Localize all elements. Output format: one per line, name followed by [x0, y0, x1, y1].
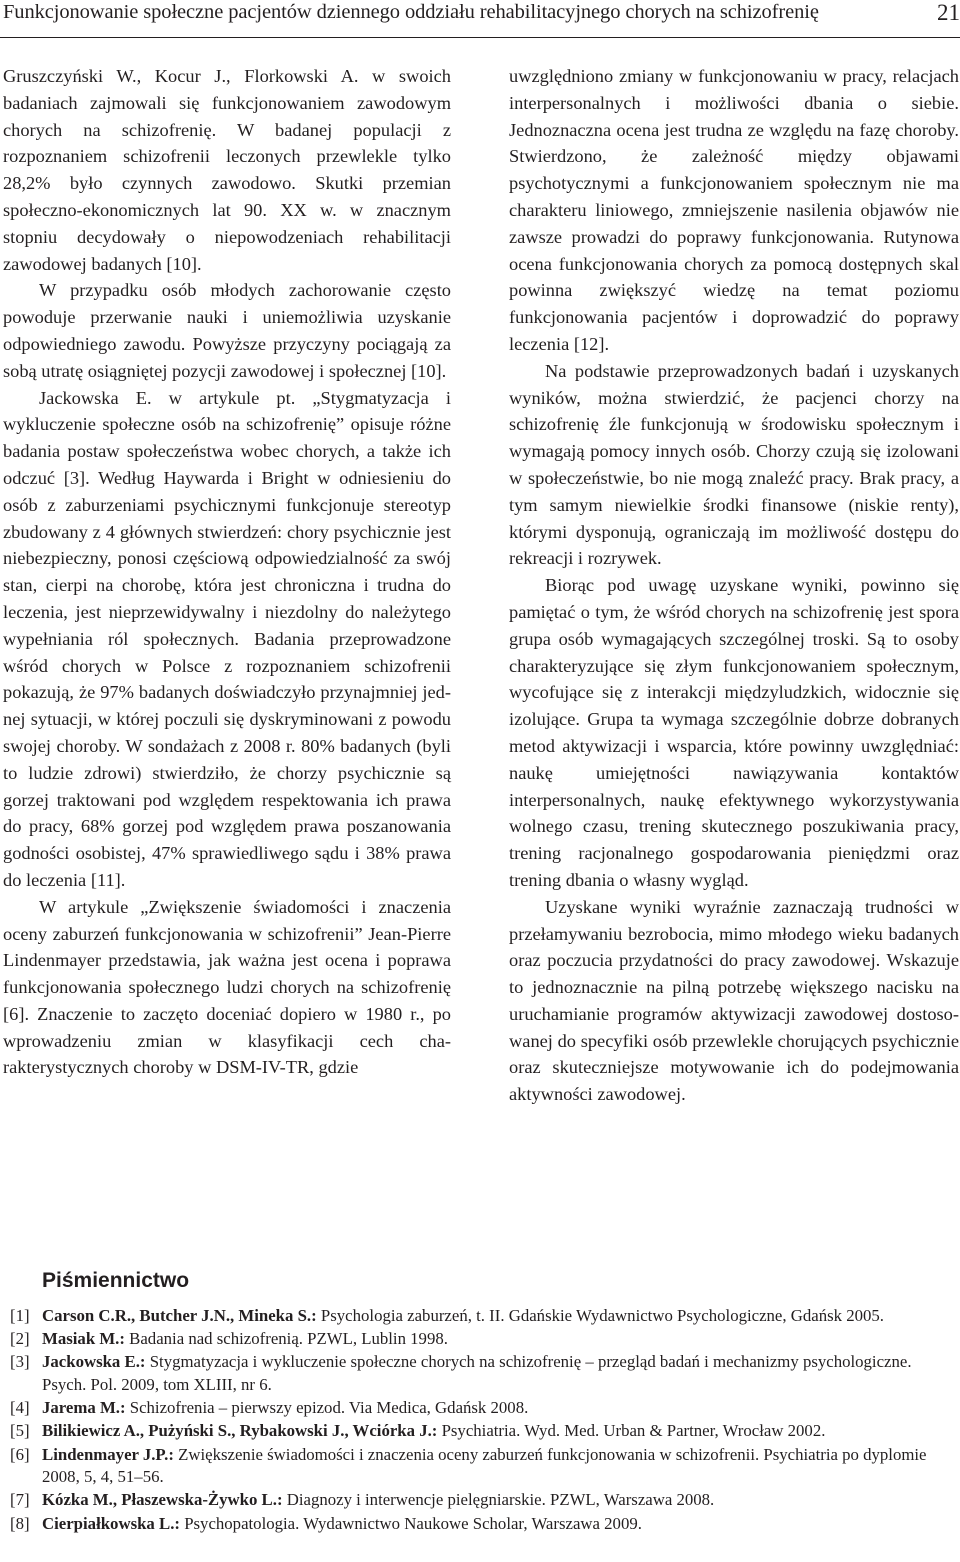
reference-text: Psychologia zaburzeń, t. II. Gdańskie Wydawnictwo Psychologiczne, Gdańsk 2005.: [316, 1306, 884, 1325]
reference-authors: Kózka M., Płaszewska-Żywko L.:: [42, 1490, 283, 1510]
reference-authors: Cierpiałkowska L.:: [42, 1513, 180, 1533]
reference-item: [0, 1513, 958, 1536]
reference-text: Diagnozy i interwencje pielęgniarskie. PZWL, Warszawa 2008.: [282, 1490, 715, 1510]
reference-number: [6]: [10, 1444, 30, 1464]
reference-item: [0, 1397, 958, 1420]
references-heading: Piśmiennictwo: [42, 1269, 190, 1292]
paragraph: W przypadku osób młodych zachorowanie często powoduje przerwanie nauki i uniemożliwia uzyskanie odpowiedniego zawodu. Powyższe przyczyny pociągają za sobą utratę osiągniętej pozycji zawodowej i społecznej [10].: [3, 280, 451, 381]
reference-item: [0, 1328, 958, 1351]
reference-authors: Jackowska E.:: [42, 1352, 146, 1372]
reference-authors: Carson C.R., Butcher J.N., Mineka S.:: [42, 1306, 317, 1325]
reference-item: [0, 1444, 958, 1489]
reference-authors: Bilikiewicz A., Pużyński S., Rybakowski J., Wciórka J.:: [42, 1421, 438, 1441]
paragraph: uwzględniono zmiany w funkcjonowaniu w pracy, relacjach interpersonalnych i możliwości dbania o siebie. Jednoznaczna ocena jest trudna ze względu na fazę choroby. Stwierdzono, że zależność między objawami psychotycznymi a funkcjonowaniem społecznym nie ma charakteru liniowego, zmniejszenie nasilenia objawów nie zawsze prowadzi do poprawy funkcjonowania. Rutynowa ocena funkcjonowania chorych za pomocą dostępnych skal powinna zwiększyć wiedzę na temat poziomu funkcjonowania pacjentów i doprowadzić do poprawy leczenia [12].: [509, 66, 959, 354]
reference-text: Stygmatyzacja i wykluczenie społeczne chorych na schizofrenię – przegląd badań i mechanizmy psychologiczne. Psych. Pol. 2009, tom XLIII, nr 6.: [42, 1352, 912, 1394]
reference-number: [2]: [10, 1329, 30, 1349]
page-number: 21: [937, 0, 960, 25]
running-header: [0, 0, 960, 38]
reference-number: [7]: [10, 1490, 30, 1510]
reference-authors: Masiak M.:: [42, 1329, 125, 1349]
paragraph: Jackowska E. w artykule pt. „Stygmatyzacja i wykluczenie społeczne osób na schizofrenię” opisuje różne badania postaw społeczeństwa wobec chorych, a także ich odczuć [3]. Według Haywarda i Bright w odniesieniu do osób z zaburzeniami psychicznymi funkcjonuje stereotyp zbudowany z 4 głównych stwierdzeń: chory psychicznie jest niebezpieczny, ponosi częściową odpowiedzialność za swój stan, cierpi na chorobę, która jest chroniczna i trudna do leczenia, jest nieprzewidywalny i niezdolny do należytego wypełniania ról społecznych. Badania przeprowadzone wśród chorych w Polsce z rozpoznaniem schizofrenii pokazują, że 97% badanych doświadczyło przynajmniej jednej sytuacji, w której poczuli się dyskryminowani z powodu swojej choroby. W sondażach z 2008 r. 80% badanych (byli to ludzie zdrowi) stwierdziło, że chorzy psychicznie są gorzej traktowani pod względem respektowania ich prawa do pracy, 68% gorzej pod względem prawa poszanowania godności osobistej, 47% sprawiedliwego sądu i 38% prawa do leczenia [11].: [3, 387, 451, 890]
reference-item: [0, 1420, 958, 1443]
paragraph: Biorąc pod uwagę uzyskane wyniki, powinno się pamiętać o tym, że wśród chorych na schizofrenię jest spora grupa osób wymagających szczególnej troski. Są to osoby charakteryzujące się złym funkcjonowaniem społecznym, wycofujące się z interakcji międzyludzkich, widocznie się izolujące. Grupa ta wymaga szczególnie dobrze dobranych metod aktywizacji i wsparcia, które powinny uwzględniać: naukę umiejętności nawiązywania kontaktów interpersonalnych, naukę efektywnego wykorzystywania wolnego czasu, trening skutecznego poszukiwania pracy, trening racjonalnego gospodarowania pieniędzmi oraz trening dbania o własny wygląd.: [509, 575, 959, 890]
left-column: [3, 63, 451, 1081]
reference-text: Schizofrenia – pierwszy epizod. Via Medica, Gdańsk 2008.: [125, 1398, 529, 1418]
reference-text: Psychopatologia. Wydawnictwo Naukowe Scholar, Warszawa 2009.: [180, 1513, 642, 1533]
paragraph: Uzyskane wyniki wyraźnie zaznaczają trudności w przełamywaniu bezrobocia, mimo młodego wieku badanych oraz poczucia przydatności do pracy zawodowej. Wskazuje to jednoznacznie na pilną potrzebę większego nacisku na uruchamianie programów aktywizacji zawodowej dostosowanej do specyfiki osób przewlekle chorujących psychicznie oraz skuteczniejsze motywowanie ich do podejmowania aktywności zawodowej.: [509, 896, 959, 1105]
reference-number: [8]: [10, 1513, 30, 1533]
reference-text: Zwiększenie świadomości i znaczenia oceny zaburzeń funkcjonowania w schizofrenii. Psychiatria po dyplomie 2008, 5, 4, 51–56.: [42, 1444, 927, 1487]
right-column: [509, 63, 959, 1108]
paragraph: Gruszczyński W., Kocur J., Florkowski A. w swoich badaniach zajmowali się funkcjonowaniem zawodowym chorych na schizofrenię. W badanej populacji z rozpoznaniem schizofrenii leczonych przewlekle tylko 28,2% było czynnych zawodowo. Skutki przemian społeczno-ekonomicznych lat 90. XX w. w znacznym stopniu decydowały o niepowodzeniach rehabilitacji zawodowej badanych [10].: [3, 66, 451, 274]
paragraph: Na podstawie przeprowadzonych badań i uzyskanych wyników, można stwierdzić, że pacjenci chorzy na schizofrenię źle funkcjonują w środowisku społecznym i wymagają pomocy innych osób. Chorzy czują się izolowani w społeczeństwie, bo nie mogą znaleźć pracy. Brak pracy, a tym samym niewielkie środki finansowe (niskie renty), którymi dysponują, ograniczają im możliwość dostępu do rekreacji i rozrywek.: [509, 360, 959, 569]
references-list: [0, 1305, 958, 1536]
running-title: Funkcjonowanie społeczne pacjentów dziennego oddziału rehabilitacyjnego chorych na schizofrenię: [3, 1, 819, 23]
reference-number: [3]: [10, 1352, 30, 1372]
paragraph: W artykule „Zwiększenie świadomości i znaczenia oceny zaburzeń funkcjonowania w schizofrenii” Jean-Pierre Lindenmayer przedstawia, jak ważna jest ocena i poprawa funkcjonowania społecznego ludzi chorych na schizofrenię [6]. Znaczenie to zaczęto doceniać dopiero w 1980 r., po wprowadzeniu zmian w klasyfikacji cech charakterystycznych choroby w DSM-IV-TR, gdzie: [3, 896, 451, 1078]
reference-number: [1]: [10, 1306, 30, 1325]
reference-authors: Lindenmayer J.P.:: [42, 1444, 174, 1464]
reference-authors: Jarema M.:: [42, 1398, 126, 1418]
reference-item: [0, 1351, 958, 1396]
reference-number: [5]: [10, 1421, 30, 1441]
reference-number: [4]: [10, 1398, 30, 1418]
reference-item: [0, 1489, 958, 1512]
reference-item: [0, 1305, 958, 1328]
reference-text: Badania nad schizofrenią. PZWL, Lublin 1998.: [124, 1329, 448, 1349]
reference-text: Psychiatria. Wyd. Med. Urban & Partner, Wrocław 2002.: [437, 1421, 826, 1441]
